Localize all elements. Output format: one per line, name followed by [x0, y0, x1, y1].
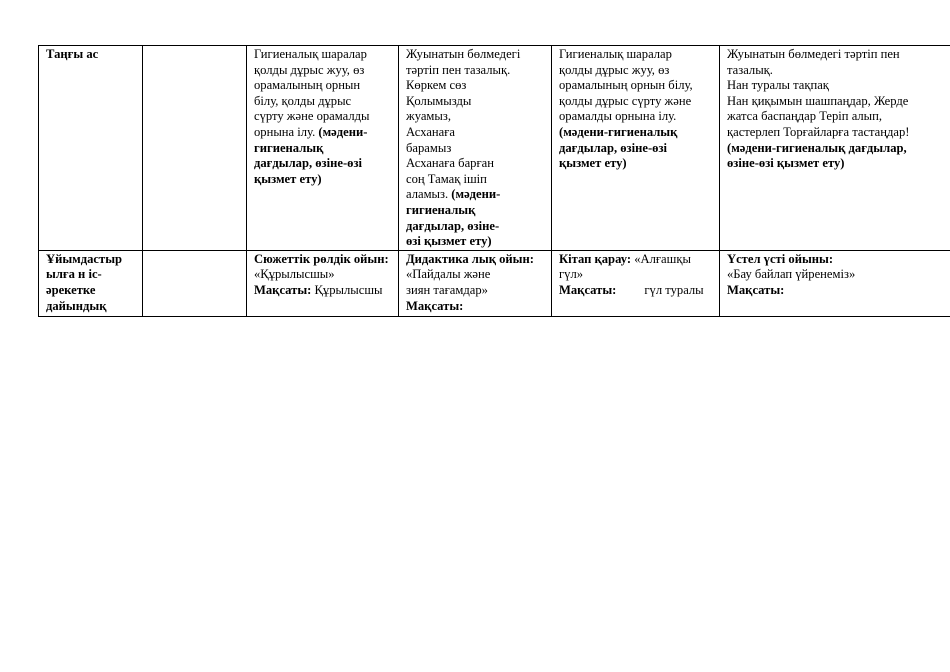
- text-line: жатса баспаңдар Теріп алып,: [727, 109, 883, 124]
- game-name: зиян тағамдар»: [406, 282, 488, 297]
- game-cell-3: [552, 250, 720, 316]
- daily-plan-table: [38, 45, 950, 317]
- goal-line: [559, 283, 713, 299]
- text-line: орамалының орнын білу,: [559, 78, 693, 93]
- activity-cell-2: [399, 46, 552, 251]
- bold-line: гигиеналық: [254, 140, 324, 155]
- text-line: Жуынатын бөлмедегі тәртіп пен: [727, 47, 900, 61]
- text-bold: (мәдени-: [318, 124, 368, 139]
- row-label-line: әрекетке: [46, 282, 96, 297]
- bold-line: гигиеналық: [406, 202, 476, 217]
- bold-line: дағдылар, өзіне-: [406, 218, 500, 233]
- game-name: «Бау байлап үйренеміз»: [727, 267, 856, 282]
- game-title: [406, 252, 545, 268]
- bold-line: (мәдени-гигиеналық: [559, 124, 678, 139]
- activity-cell-3: [552, 46, 720, 251]
- text-line: білу, қолды дұрыс: [254, 93, 352, 108]
- text-plain: орнына ілу.: [254, 124, 316, 139]
- text-bold: (мәдени-: [451, 187, 501, 202]
- text-line: қолды дұрыс жуу, өз: [559, 62, 670, 77]
- row-label: Таңғы ас: [46, 47, 99, 61]
- text-line: қастерлеп Торғайларға тастаңдар!: [727, 124, 910, 139]
- row-label-line: ылға н іс-: [46, 267, 102, 282]
- goal-label: Мақсаты:: [559, 282, 617, 297]
- text-line: барамыз: [406, 140, 452, 155]
- goal-label: Мақсаты:: [406, 298, 464, 313]
- text-line: орамалының орнын: [254, 78, 361, 93]
- text-line: Нан қиқымын шашпаңдар, Жерде: [727, 93, 909, 108]
- game-name: гүл»: [559, 267, 584, 282]
- empty-cell: [143, 46, 247, 251]
- table-row-preparation: [39, 250, 950, 316]
- bold-line: өзіне-өзі қызмет ету): [727, 156, 845, 171]
- empty-cell: [143, 250, 247, 316]
- game-title: [254, 252, 392, 268]
- bold-line: қызмет ету): [254, 171, 322, 186]
- game-cell-4: [720, 250, 950, 316]
- text-line: Асханаға барған: [406, 156, 494, 171]
- bold-line: қызмет ету): [559, 156, 627, 171]
- text-line: [406, 187, 545, 203]
- game-type: Дидактика лық ойын:: [406, 251, 534, 266]
- text-line: Гигиеналық шаралар: [559, 47, 672, 61]
- row-label-cell: [39, 250, 143, 316]
- game-cell-2: [399, 250, 552, 316]
- text-line: орамалды орнына ілу.: [559, 109, 677, 124]
- bold-line: (мәдени-гигиеналық дағдылар,: [727, 140, 907, 155]
- text-line: тәртіп пен тазалық.: [406, 62, 511, 77]
- game-title-text: «Алғашқы: [634, 251, 691, 266]
- text-line: Қолымызды: [406, 93, 472, 108]
- text-line: қолды дұрыс жуу, өз: [254, 62, 365, 77]
- bold-line: өзі қызмет ету): [406, 234, 492, 249]
- text-line: Асханаға: [406, 124, 456, 139]
- text-line: тазалық.: [727, 62, 773, 77]
- goal-label: Мақсаты:: [254, 282, 312, 297]
- text-plain: аламыз.: [406, 187, 449, 202]
- row-label-line: дайындық: [46, 298, 107, 313]
- goal-text: Құрылысшы: [314, 282, 383, 297]
- game-cell-1: [247, 250, 399, 316]
- bold-line: дағдылар, өзіне-өзі: [254, 156, 363, 171]
- goal-line: [254, 283, 392, 299]
- text-line: Жуынатын бөлмедегі: [406, 47, 521, 61]
- goal-text: гүл туралы: [644, 282, 704, 297]
- row-label-cell: [39, 46, 143, 251]
- text-line: соң Тамақ ішіп: [406, 171, 487, 186]
- game-type: Үстел үсті ойыны:: [727, 251, 834, 266]
- text-line: сүрту және орамалды: [254, 109, 370, 124]
- game-title: [727, 252, 944, 268]
- text-line: Көркем сөз: [406, 78, 467, 93]
- table-row-breakfast: [39, 46, 950, 251]
- activity-cell-1: [247, 46, 399, 251]
- game-name: «Пайдалы және: [406, 267, 491, 282]
- game-title: [559, 252, 713, 268]
- text-line: Нан туралы тақпақ: [727, 78, 829, 93]
- text-line: [254, 125, 392, 141]
- game-type: Кітап қарау:: [559, 251, 632, 266]
- goal-label: Мақсаты:: [727, 282, 785, 297]
- bold-line: дағдылар, өзіне-өзі: [559, 140, 668, 155]
- game-name: «Құрылысшы»: [254, 267, 335, 282]
- text-line: Гигиеналық шаралар: [254, 47, 367, 61]
- row-label-line: Ұйымдастыр: [46, 251, 123, 266]
- text-line: жуамыз,: [406, 109, 451, 124]
- game-type: Сюжеттік рөлдік ойын:: [254, 251, 389, 266]
- activity-cell-4: [720, 46, 950, 251]
- text-line: қолды дұрыс сүрту және: [559, 93, 692, 108]
